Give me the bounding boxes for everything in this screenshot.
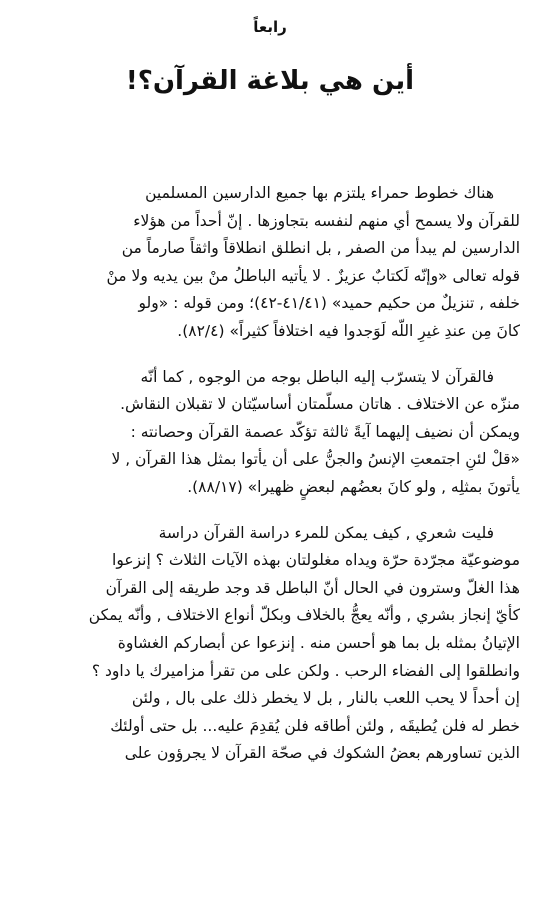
body-text <box>20 180 520 768</box>
text-line: فالقرآن لا يتسرّب إليه الباطل بوجه من الوجوه , كما أنّه <box>140 367 494 386</box>
text-line: منزّه عن الاختلاف . هاتان مسلّمتان أساسيّتان لا تقبلان النقاش. <box>120 395 520 414</box>
text-line: فليت شعري , كيف يمكن للمرء دراسة القرآن دراسة <box>158 523 494 542</box>
text-line: موضوعيّة مجرّدة حرّة ويداه مغلولتان بهذه الآيات الثلاث ؟ إنزعوا <box>112 551 520 570</box>
section-label: رابعاً <box>253 18 287 36</box>
text-line: «قلْ لئنِ اجتمعتِ الإنسُ والجنُّ على أن يأتوا بمثل هذا القرآن , لا <box>111 450 520 469</box>
text-line: هناك خطوط حمراء يلتزم بها جميع الدارسين المسلمين <box>145 184 494 202</box>
text-line: إن أحداً لا يحب اللعب بالنار , بل لا يخطر ذلك على بال , ولئن <box>131 689 520 708</box>
text-line: الإتيانُ بمثله بل بما هو أحسن منه . إنزعوا عن أبصاركم الغشاوة <box>117 633 520 652</box>
paragraph-1 <box>20 180 520 346</box>
text-line: كانَ مِن عندِ غيرِ اللّه لَوَجدوا فيه اختلافاً كثيراً» (٨٢/٤). <box>177 321 520 340</box>
paragraph-3 <box>20 520 520 768</box>
text-line: خطر له فلن يُطيقَه , ولئن أطاقه فلن يُقدِمَ عليه... بل حتى أولئك <box>110 716 520 735</box>
paragraph-gap <box>20 346 520 364</box>
text-line: قوله تعالى «وإنّه لَكتابٌ عزيزٌ . لا يأتيه الباطلُ منْ بين يديه ولا منْ <box>106 266 520 285</box>
text-line: للقرآن ولا يسمح أي منهم لنفسه بتجاوزها . إنّ أحداً من هؤلاء <box>133 211 520 230</box>
text-line: الدارسين لم يبدأ من الصفر , بل انطلق انطلاقاً واثقاً صارماً من <box>121 239 520 258</box>
paragraph-2 <box>20 364 520 502</box>
text-line: هذا الغلّ وسترون في الحال أنّ الباطل قد وجد طريقه إلى القرآن <box>105 578 520 597</box>
text-line: خلفه , تنزيلٌ من حكيم حميد» (٤١/٤١-٤٢)؛ ومن قوله : «ولو <box>138 294 520 313</box>
text-line: وانطلقوا إلى الفضاء الرحب . ولكن على من تقرأ مزاميرك يا داود ؟ <box>91 661 520 680</box>
text-line: كأيّ إنجاز بشري , وأنّه يعجُّ بالخلاف وبكلّ أنواع الاختلاف , وأنّه يمكن <box>88 606 520 625</box>
book-page <box>20 0 520 907</box>
paragraph-gap <box>20 502 520 520</box>
text-line: يأتونَ بمثلِه , ولو كانَ بعضُهم لبعضٍ ظهيرا» (٨٨/١٧). <box>187 477 520 496</box>
chapter-title: أين هي بلاغة القرآن؟! <box>125 66 415 96</box>
text-line: الذين تساورهم بعضُ الشكوك في صحّة القرآن لا يجرؤون على <box>124 744 520 763</box>
text-line: ويمكن أن نضيف إليهما آيةً ثالثة تؤكّد عصمة القرآن وحصانته : <box>130 422 520 441</box>
